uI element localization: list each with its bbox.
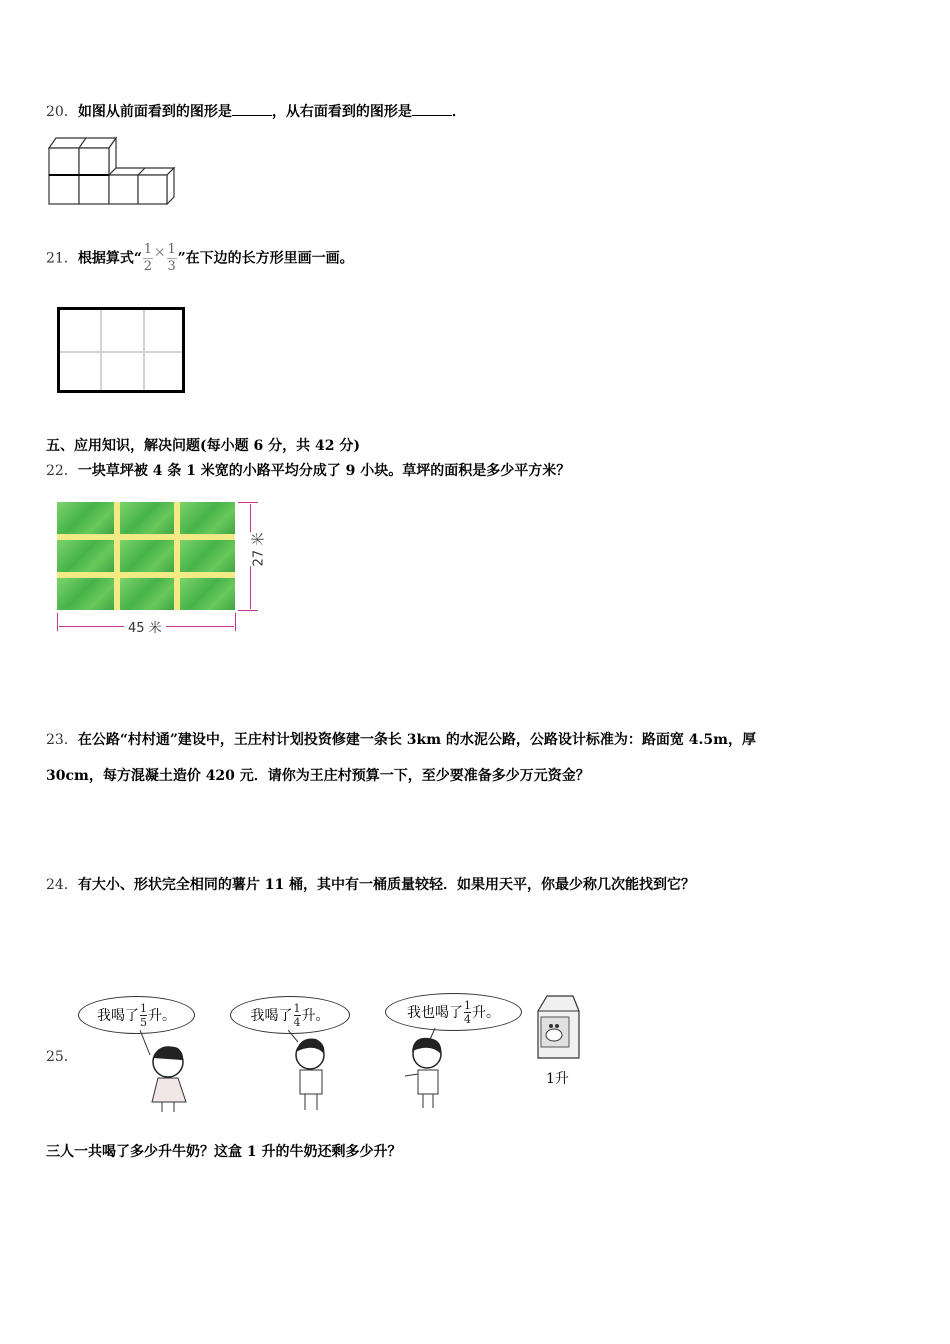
numerator: 1 bbox=[293, 1001, 301, 1015]
question-text: ”在下边的长方形里画一画。 bbox=[177, 250, 354, 267]
question-20 bbox=[46, 103, 466, 121]
cube-stack-figure bbox=[46, 135, 176, 205]
question-number: 22． bbox=[46, 463, 78, 479]
bubble-text: 我喝了 bbox=[250, 1008, 293, 1024]
milk-label: 1升 bbox=[546, 1071, 569, 1087]
milk-carton-icon bbox=[533, 993, 583, 1065]
question-22 bbox=[46, 462, 570, 480]
fraction bbox=[294, 1003, 301, 1028]
numerator: 1 bbox=[167, 242, 176, 257]
speech-bubble bbox=[230, 996, 350, 1034]
numerator: 1 bbox=[143, 242, 153, 257]
question-text: 根据算式“ bbox=[77, 250, 142, 267]
bubble-text: 升。 bbox=[301, 1008, 330, 1024]
numerator: 1 bbox=[140, 1001, 147, 1015]
fraction bbox=[143, 243, 153, 274]
height-label: 27 米 bbox=[247, 533, 266, 567]
bubble-text: 我也喝了 bbox=[407, 1005, 463, 1021]
question-23-line1 bbox=[46, 731, 756, 749]
width-label: 45 米 bbox=[124, 617, 166, 636]
times-sign: × bbox=[153, 244, 166, 261]
bubble-text: 我喝了 bbox=[97, 1008, 139, 1024]
section-title: 五、应用知识，解决问题(每小题 6 分，共 42 分) bbox=[46, 438, 360, 454]
answer-blank[interactable] bbox=[412, 103, 452, 116]
question-text: 一块草坪被 4 条 1 米宽的小路平均分成了 9 小块。草坪的面积是多少平方米？ bbox=[77, 463, 571, 479]
question-number bbox=[46, 1048, 78, 1066]
speech-bubble bbox=[78, 996, 195, 1034]
numerator: 1 bbox=[464, 998, 471, 1012]
question-text: 有大小、形状完全相同的薯片 11 桶，其中有一桶质量较轻．如果用天平，你最少称几次能找到它？ bbox=[77, 877, 696, 893]
bubble-text: 升。 bbox=[472, 1005, 500, 1021]
denominator: 4 bbox=[464, 1012, 471, 1026]
boy-figure-icon bbox=[288, 1030, 338, 1115]
denominator: 2 bbox=[143, 259, 153, 274]
question-25-text: 三人一共喝了多少升牛奶？这盒 1 升的牛奶还剩多少升？ bbox=[46, 1144, 402, 1160]
fraction bbox=[140, 1003, 147, 1028]
lawn-figure bbox=[57, 502, 235, 610]
question-number: 24． bbox=[46, 877, 78, 893]
fraction bbox=[464, 1000, 471, 1025]
question-text: 在公路“村村通”建设中，王庄村计划投资修建一条长 3km 的水泥公路，公路设计标准为：路面宽 4.5m，厚 bbox=[77, 732, 756, 748]
question-number: 23． bbox=[46, 732, 78, 748]
question-25-number: 25． bbox=[46, 1049, 78, 1065]
question-23-line2: 30cm，每方混凝土造价 420 元．请你为王庄村预算一下，至少要准备多少万元资金？ bbox=[46, 768, 590, 784]
question-text: 如图从前面看到的图形是 bbox=[77, 104, 232, 120]
question-number: 20． bbox=[46, 104, 78, 120]
question-number: 21． bbox=[46, 250, 78, 267]
denominator: 3 bbox=[167, 259, 176, 274]
fraction bbox=[167, 243, 177, 274]
girl-figure-icon bbox=[140, 1030, 200, 1115]
bubble-text: 升。 bbox=[148, 1008, 176, 1024]
question-24 bbox=[46, 876, 695, 894]
denominator: 5 bbox=[140, 1015, 147, 1029]
drawing-rectangle[interactable] bbox=[57, 307, 185, 393]
question-text: ． bbox=[451, 104, 466, 120]
boy-pointing-figure-icon bbox=[405, 1028, 460, 1113]
speech-bubble bbox=[385, 993, 522, 1031]
denominator: 4 bbox=[293, 1015, 301, 1029]
question-text: ，从右面看到的图形是 bbox=[271, 104, 412, 120]
question-21 bbox=[46, 243, 354, 274]
answer-blank[interactable] bbox=[232, 103, 272, 116]
